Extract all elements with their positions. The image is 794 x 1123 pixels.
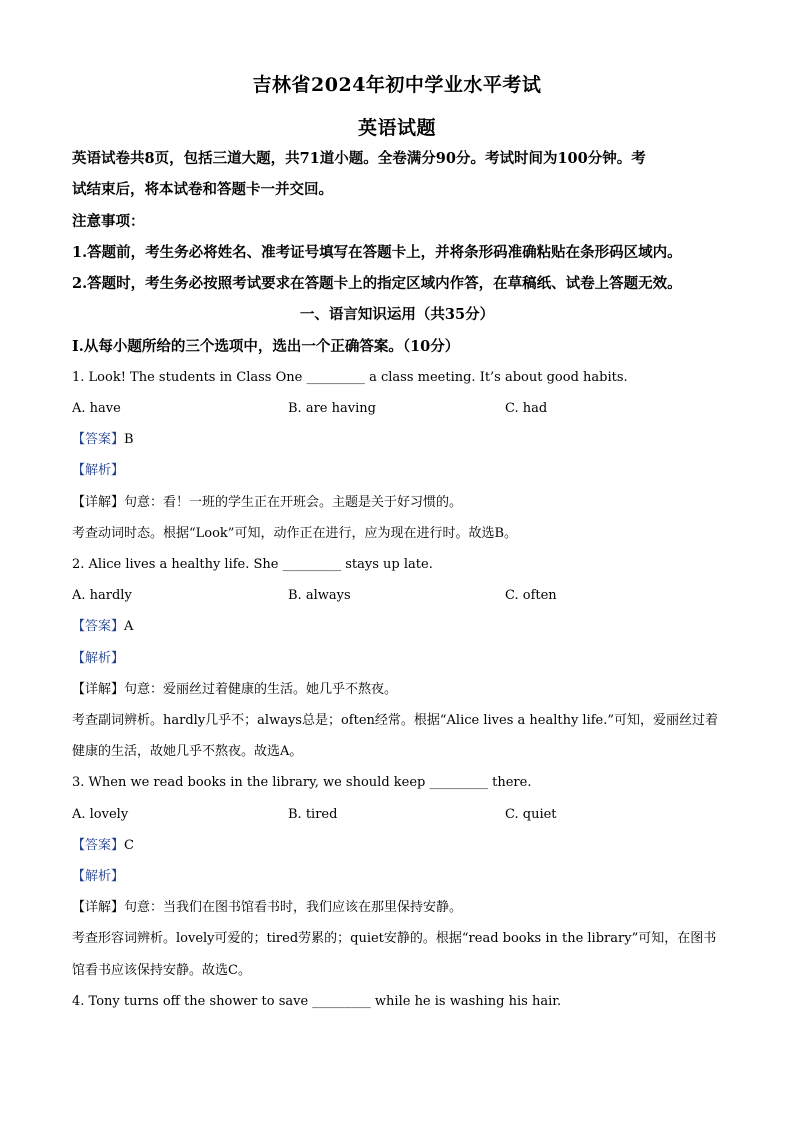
exam-subtitle: 英语试题: [357, 117, 436, 139]
answer-row: [72, 617, 722, 637]
detail-text: 句意：看！一班的学生正在开班会。主题是关于好习惯的。: [124, 495, 463, 510]
option-c: C. often: [505, 588, 557, 603]
notice-item-1: 1.答题前，考生务必将姓名、准考证号填写在答题卡上，并将条形码准确粘贴在条形码区域内。: [72, 244, 682, 261]
explanation-line: 考查副词辨析。hardly几乎不；always总是；often经常。根据“Alice lives a healthy life.”可知，爱丽丝过着: [72, 713, 719, 728]
explanation-line: 馆看书应该保持安静。故选C。: [72, 963, 251, 978]
option-a: A. have: [72, 401, 121, 416]
option-a: A. lovely: [72, 807, 129, 822]
answer-label: 【答案】: [72, 838, 125, 853]
section-heading: 一、语言知识运用（共35分）: [299, 306, 495, 323]
answer-row: [72, 430, 722, 450]
answer-label: 【答案】: [72, 432, 125, 447]
question-stem: 1. Look! The students in Class One _________ a class meeting. It’s about good habits.: [72, 370, 628, 385]
analysis-tag: 【解析】: [72, 651, 125, 666]
notice-heading: 注意事项：: [72, 213, 145, 230]
intro-line-2: 试结束后，将本试卷和答题卡一并交回。: [72, 181, 333, 198]
option-c: C. had: [505, 401, 548, 416]
detail-row: [72, 898, 722, 918]
answer-row: [72, 836, 722, 856]
explanation-line: 健康的生活，故她几乎不熬夜。故选A。: [72, 744, 303, 759]
answer-value: C: [124, 838, 134, 853]
option-a: A. hardly: [72, 588, 132, 603]
part-heading: Ⅰ.从每小题所给的三个选项中，选出一个正确答案。（10分）: [72, 338, 460, 355]
explanation-line: 考查形容词辨析。lovely可爱的；tired劳累的；quiet安静的。根据“read books in the library”可知，在图书: [72, 931, 717, 946]
option-b: B. tired: [288, 807, 338, 822]
detail-text: 句意：爱丽丝过着健康的生活。她几乎不熬夜。: [124, 682, 398, 697]
detail-row: [72, 680, 722, 700]
intro-line-1: 英语试卷共8页，包括三道大题，共71道小题。全卷满分90分。考试时间为100分钟。考: [72, 150, 646, 167]
analysis-label: [72, 461, 722, 481]
explanation-line: 考查动词时态。根据“Look”可知，动作正在进行，应为现在进行时。故选B。: [72, 526, 518, 541]
answer-label: 【答案】: [72, 619, 125, 634]
question-stem: 2. Alice lives a healthy life. She _________ stays up late.: [72, 557, 433, 572]
detail-label: 【详解】: [72, 495, 125, 510]
analysis-tag: 【解析】: [72, 869, 125, 884]
detail-label: 【详解】: [72, 682, 125, 697]
analysis-label: [72, 649, 722, 669]
notice-item-2: 2.答题时，考生务必按照考试要求在答题卡上的指定区域内作答，在草稿纸、试卷上答题无效。: [72, 275, 682, 292]
option-b: B. always: [288, 588, 351, 603]
detail-text: 句意：当我们在图书馆看书时，我们应该在那里保持安静。: [124, 900, 463, 915]
option-b: B. are having: [288, 401, 376, 416]
detail-label: 【详解】: [72, 900, 125, 915]
question-stem: 3. When we read books in the library, we should keep _________ there.: [72, 775, 532, 790]
question-stem: 4. Tony turns off the shower to save _________ while he is washing his hair.: [72, 994, 562, 1009]
detail-row: [72, 493, 722, 513]
analysis-tag: 【解析】: [72, 463, 125, 478]
option-c: C. quiet: [505, 807, 557, 822]
answer-value: A: [124, 619, 134, 634]
answer-value: B: [124, 432, 134, 447]
analysis-label: [72, 867, 722, 887]
exam-title: 吉林省2024年初中学业水平考试: [252, 74, 542, 96]
